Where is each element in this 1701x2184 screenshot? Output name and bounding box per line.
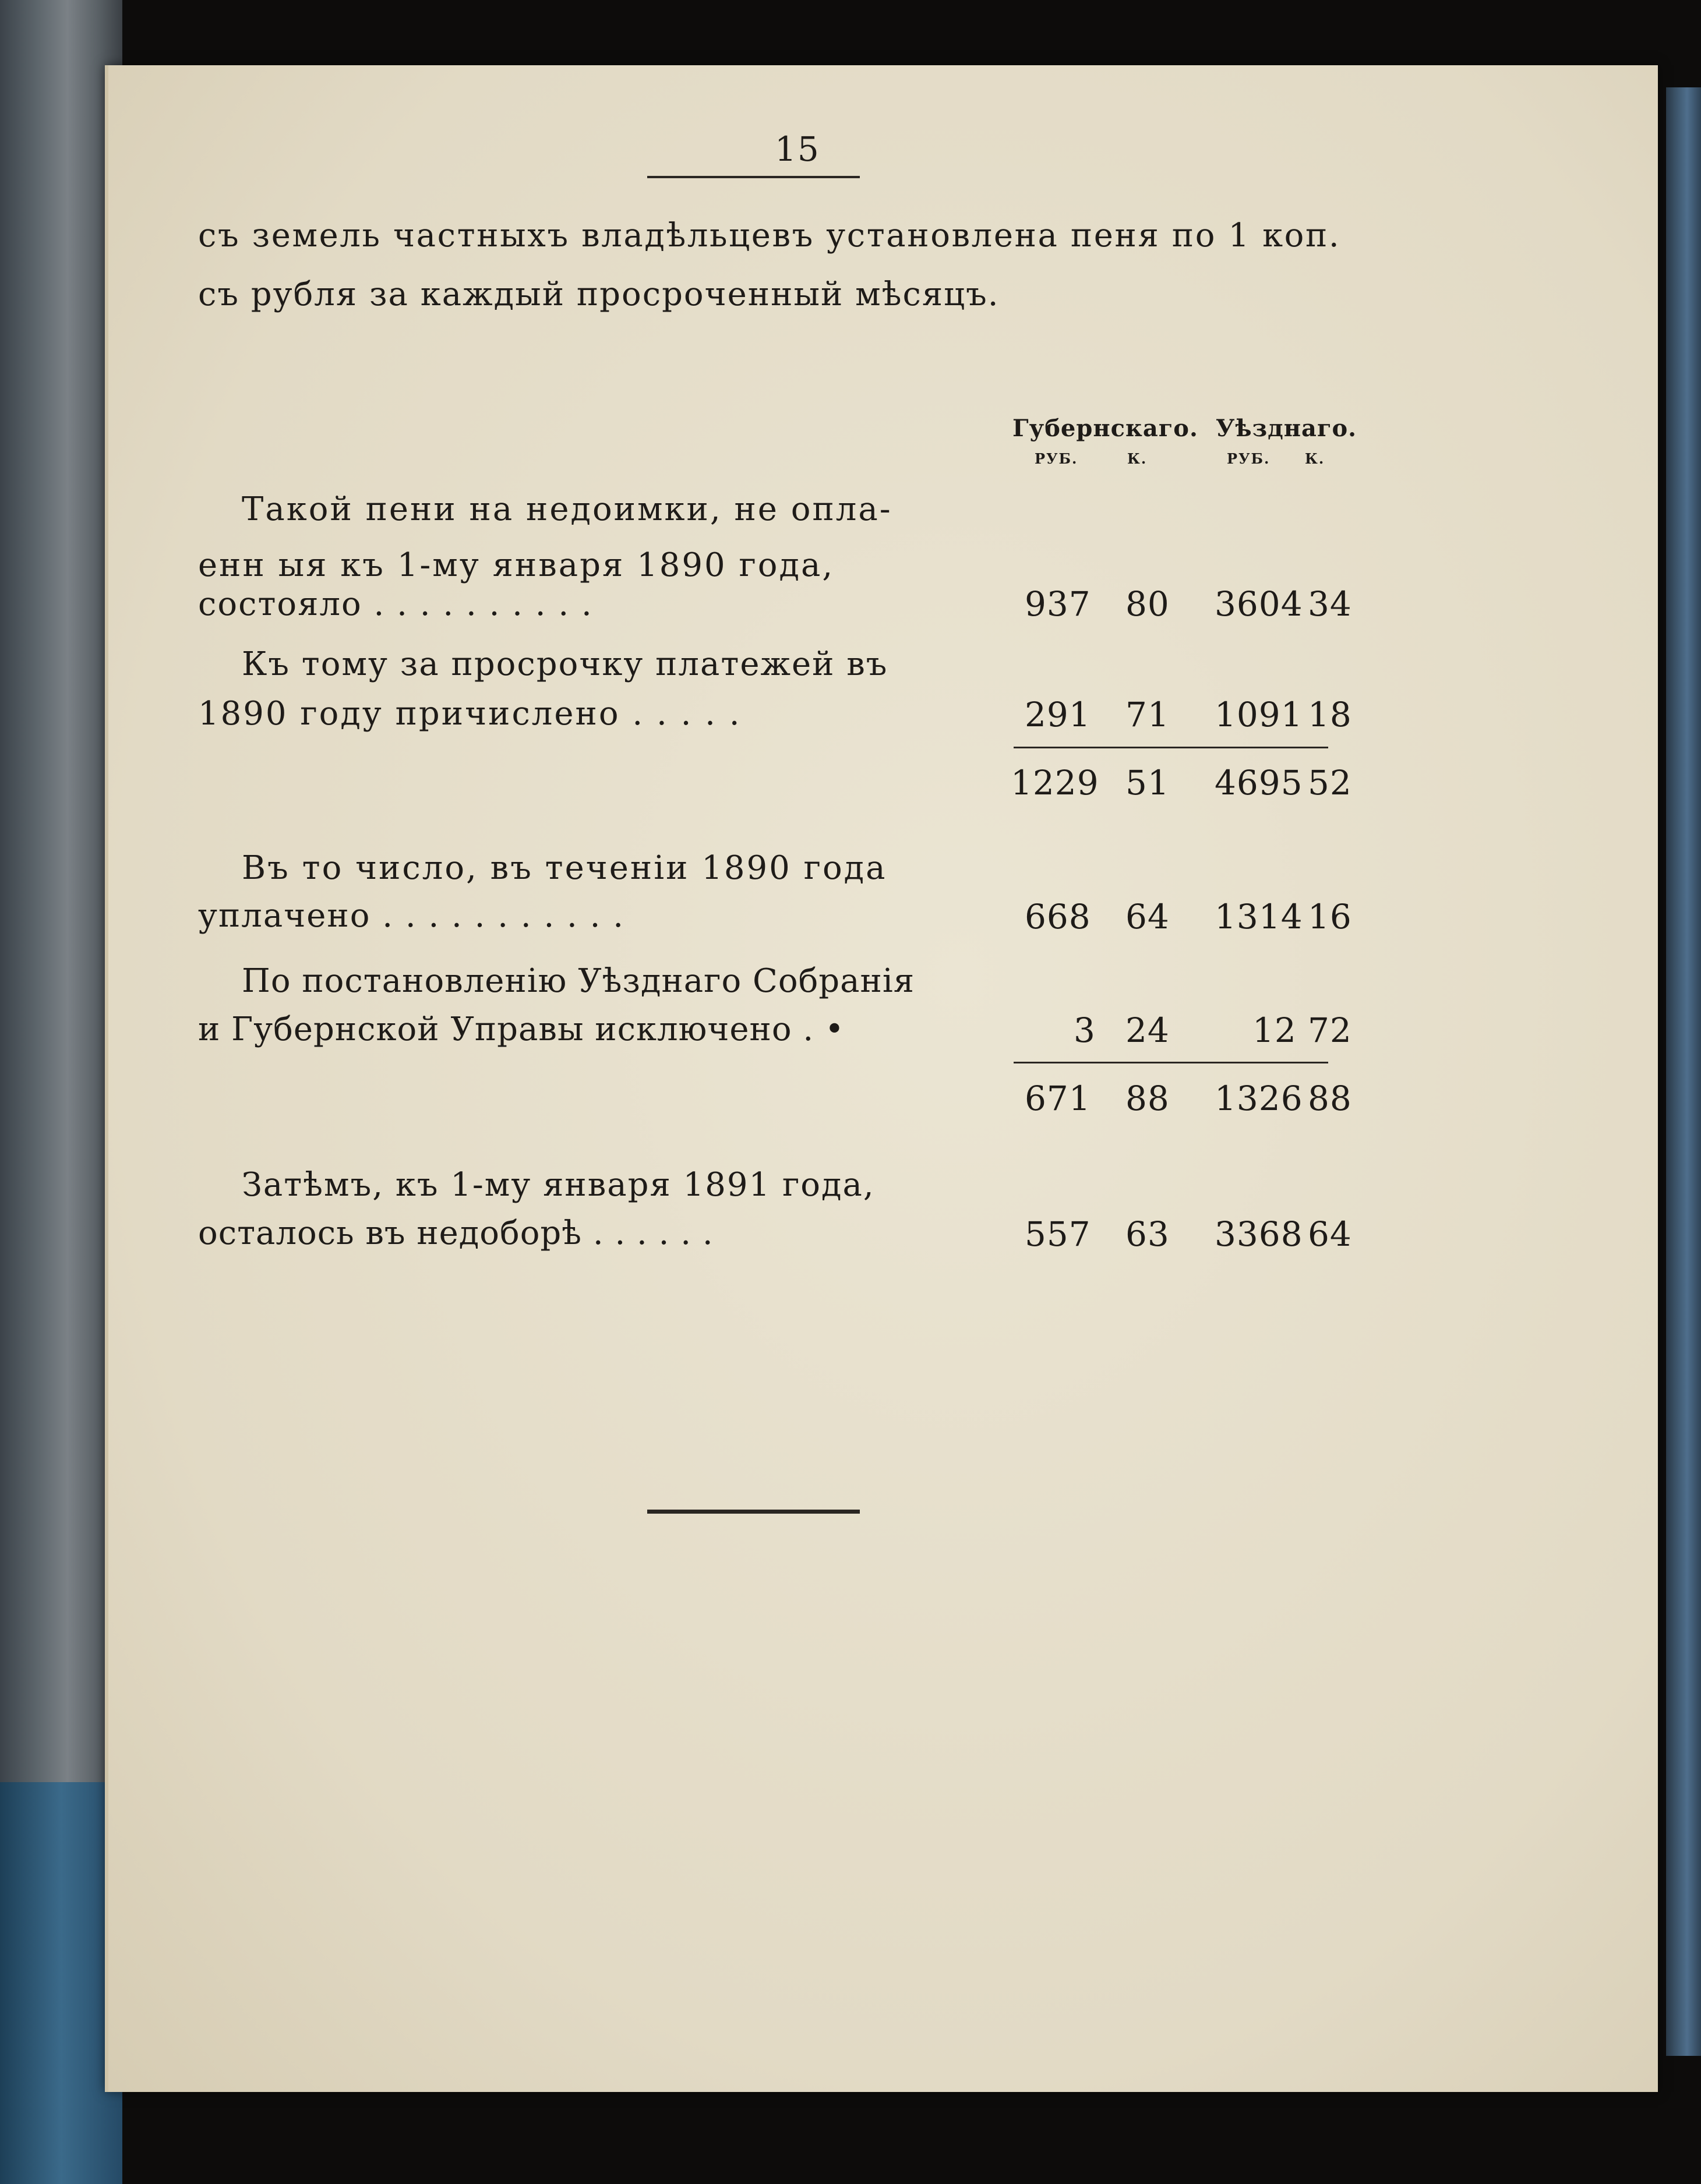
sum-rule — [1014, 747, 1328, 748]
total-uezd-kop: 88 — [1308, 1079, 1352, 1118]
total-uezd-kop: 52 — [1308, 763, 1352, 803]
value-uezd-rub: 12 — [1252, 1010, 1297, 1050]
entry-text-line: осталось въ недоборѣ . . . . . . — [198, 1214, 714, 1252]
total-gub-rub: 1229 — [1011, 763, 1099, 803]
value-uezd-kop: 16 — [1308, 897, 1352, 936]
total-gub-rub: 671 — [1025, 1079, 1091, 1118]
value-uezd-rub: 1314 — [1215, 897, 1303, 936]
value-uezd-rub: 3604 — [1215, 584, 1303, 624]
entry-text-line: 1890 году причислено . . . . . — [198, 695, 742, 733]
value-gub-rub: 557 — [1025, 1214, 1091, 1254]
entry-text-line: состояло . . . . . . . . . . — [198, 585, 593, 623]
column-sub-uezd-kop: К. — [1305, 450, 1325, 467]
entry-text-line: уплачено . . . . . . . . . . . — [198, 897, 625, 935]
value-uezd-kop: 18 — [1308, 695, 1352, 734]
total-gub-kop: 88 — [1125, 1079, 1170, 1118]
intro-line-2: съ рубля за каждый просроченный мѣсяцъ. — [198, 275, 1000, 313]
sum-rule — [1014, 1062, 1328, 1063]
end-rule — [647, 1510, 860, 1514]
entry-text-line: Затѣмъ, къ 1-му января 1891 года, — [242, 1166, 875, 1204]
total-uezd-rub: 4695 — [1215, 763, 1303, 803]
value-uezd-kop: 72 — [1308, 1010, 1352, 1050]
entry-text-line: енн ыя къ 1-му января 1890 года, — [198, 546, 835, 584]
entry-text-line: По постановленію Уѣзднаго Собранія — [242, 962, 915, 1000]
value-gub-kop: 64 — [1125, 897, 1170, 936]
value-gub-rub: 291 — [1025, 695, 1091, 734]
book-page — [105, 65, 1658, 2092]
value-uezd-rub: 3368 — [1215, 1214, 1303, 1254]
intro-line-1: съ земель частныхъ владѣльцевъ установлена пеня по 1 коп. — [198, 217, 1341, 255]
header-rule — [647, 176, 860, 178]
value-uezd-kop: 34 — [1308, 584, 1352, 624]
value-gub-kop: 71 — [1125, 695, 1170, 734]
total-uezd-rub: 1326 — [1215, 1079, 1303, 1118]
value-uezd-rub: 1091 — [1215, 695, 1303, 734]
column-header-gub: Губернскаго. — [1012, 415, 1198, 442]
entry-text-line: Къ тому за просрочку платежей въ — [242, 645, 888, 683]
value-gub-rub: 3 — [1074, 1010, 1096, 1050]
entry-text-line: и Губернской Управы исключено . • — [198, 1010, 845, 1048]
column-sub-gub-kop: К. — [1127, 450, 1148, 467]
cover-edge — [1666, 87, 1701, 2056]
binding-cloth — [0, 1782, 122, 2184]
value-gub-kop: 24 — [1125, 1010, 1170, 1050]
entry-text-line: Въ то число, въ теченіи 1890 года — [242, 849, 887, 887]
value-uezd-kop: 64 — [1308, 1214, 1352, 1254]
value-gub-rub: 937 — [1025, 584, 1091, 624]
value-gub-rub: 668 — [1025, 897, 1091, 936]
value-gub-kop: 80 — [1125, 584, 1170, 624]
column-sub-gub-rub: РУБ. — [1035, 450, 1078, 467]
value-gub-kop: 63 — [1125, 1214, 1170, 1254]
column-header-uezd: Уѣзднаго. — [1216, 415, 1357, 442]
page-number: 15 — [775, 129, 820, 169]
entry-text-line: Такой пени на недоимки, не опла- — [242, 490, 892, 528]
total-gub-kop: 51 — [1125, 763, 1170, 803]
column-sub-uezd-rub: РУБ. — [1227, 450, 1271, 467]
